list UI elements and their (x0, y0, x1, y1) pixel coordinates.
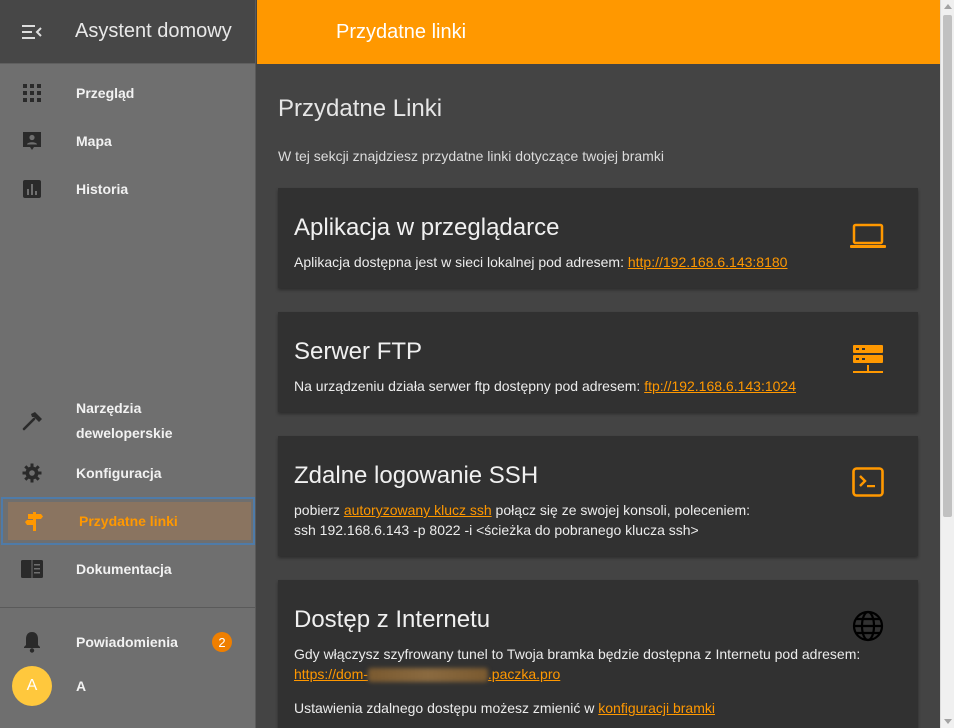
page-description: W tej sekcji znajdziesz przydatne linki dotyczące twojej bramki (278, 148, 664, 164)
user-name: A (76, 677, 87, 694)
chart-icon (23, 180, 41, 198)
gear-icon (22, 463, 42, 483)
card-ftp (278, 312, 918, 412)
scroll-up-arrow-icon[interactable] (944, 4, 952, 9)
main-content (257, 64, 940, 728)
sidebar-item-label: Mapa (76, 132, 112, 149)
grid-icon (23, 84, 41, 102)
card-text (294, 376, 796, 396)
card-title: Dostęp z Internetu (294, 606, 491, 633)
sidebar-item-label: Przegląd (76, 84, 135, 101)
menu-toggle-button[interactable] (0, 0, 64, 64)
notifications-badge: 2 (212, 632, 232, 652)
card-text-before: pobierz (294, 502, 344, 518)
card-text (294, 500, 750, 520)
book-icon (21, 560, 43, 578)
web-app-link[interactable]: http://192.168.6.143:8180 (627, 254, 788, 270)
page-header-title: Przydatne linki (336, 20, 467, 43)
sidebar-item-label: Przydatne linki (79, 512, 178, 529)
sidebar-item-historia[interactable] (0, 165, 256, 213)
card-text-after: połącz się ze swojej konsoli, poleceniem: (491, 502, 751, 518)
card-internet-access (278, 580, 918, 728)
menu-collapse-icon (22, 25, 42, 39)
avatar[interactable]: A (12, 666, 52, 706)
scroll-down-arrow-icon[interactable] (944, 719, 952, 724)
laptop-icon (848, 216, 888, 256)
settings-text (294, 698, 715, 718)
page-title: Przydatne Linki (278, 95, 443, 122)
card-text (294, 252, 787, 272)
notifications-label: Powiadomienia (76, 633, 178, 650)
globe-icon (848, 606, 888, 646)
scrollbar-thumb[interactable] (943, 15, 952, 517)
settings-text-body: Ustawienia zdalnego dostępu możesz zmienić w (294, 700, 599, 716)
link-suffix: .paczka.pro (487, 666, 561, 682)
sidebar-item-narzedzia[interactable] (0, 397, 256, 445)
ssh-command: ssh 192.168.6.143 -p 8022 -i <ścieżka do pobranego klucza ssh> (294, 522, 699, 538)
card-title: Aplikacja w przeglądarce (294, 214, 560, 241)
sidebar-item-mapa[interactable] (0, 117, 256, 165)
card-web-app (278, 188, 918, 288)
sidebar-divider (0, 607, 256, 608)
remote-address-link[interactable] (294, 666, 560, 682)
server-icon (848, 340, 888, 380)
signpost-icon (24, 510, 46, 532)
terminal-icon (848, 462, 888, 502)
sidebar-header (0, 0, 255, 64)
app-title: Asystent domowy (75, 20, 232, 42)
gateway-config-link[interactable]: konfiguracji bramki (598, 700, 715, 716)
sidebar-item-label: Narzędzia deweloperskie (76, 400, 173, 441)
sidebar-item-dokumentacja[interactable] (0, 545, 256, 593)
bell-icon (23, 631, 41, 653)
sidebar-item-przydatne-linki[interactable] (1, 497, 255, 545)
remote-address (294, 664, 560, 684)
sidebar-item-label: Dokumentacja (76, 560, 172, 577)
card-title: Serwer FTP (294, 338, 423, 365)
link-prefix: https://dom- (294, 666, 368, 682)
user-item[interactable] (64, 662, 264, 710)
card-ssh (278, 436, 918, 556)
top-bar (257, 0, 940, 64)
map-person-icon (22, 131, 42, 151)
card-text-body: Aplikacja dostępna jest w sieci lokalnej pod adresem: (294, 254, 628, 270)
card-text-body: Na urządzeniu działa serwer ftp dostępny pod adresem: (294, 378, 645, 394)
sidebar-item-label: Konfiguracja (76, 464, 162, 481)
sidebar-item-konfiguracja[interactable] (0, 449, 256, 497)
sidebar-item-przeglad[interactable] (0, 69, 256, 117)
sidebar-item-label: Historia (76, 180, 129, 197)
card-title: Zdalne logowanie SSH (294, 462, 539, 489)
ftp-link[interactable]: ftp://192.168.6.143:1024 (644, 378, 797, 394)
sidebar (0, 0, 256, 728)
hammer-icon (21, 410, 43, 432)
card-text: Gdy włączysz szyfrowany tunel to Twoja bramka będzie dostępna z Internetu pod adresem: (294, 646, 861, 662)
redacted-segment (368, 668, 488, 682)
ssh-key-link[interactable]: autoryzowany klucz ssh (343, 502, 492, 518)
page-scrollbar[interactable] (940, 0, 954, 728)
